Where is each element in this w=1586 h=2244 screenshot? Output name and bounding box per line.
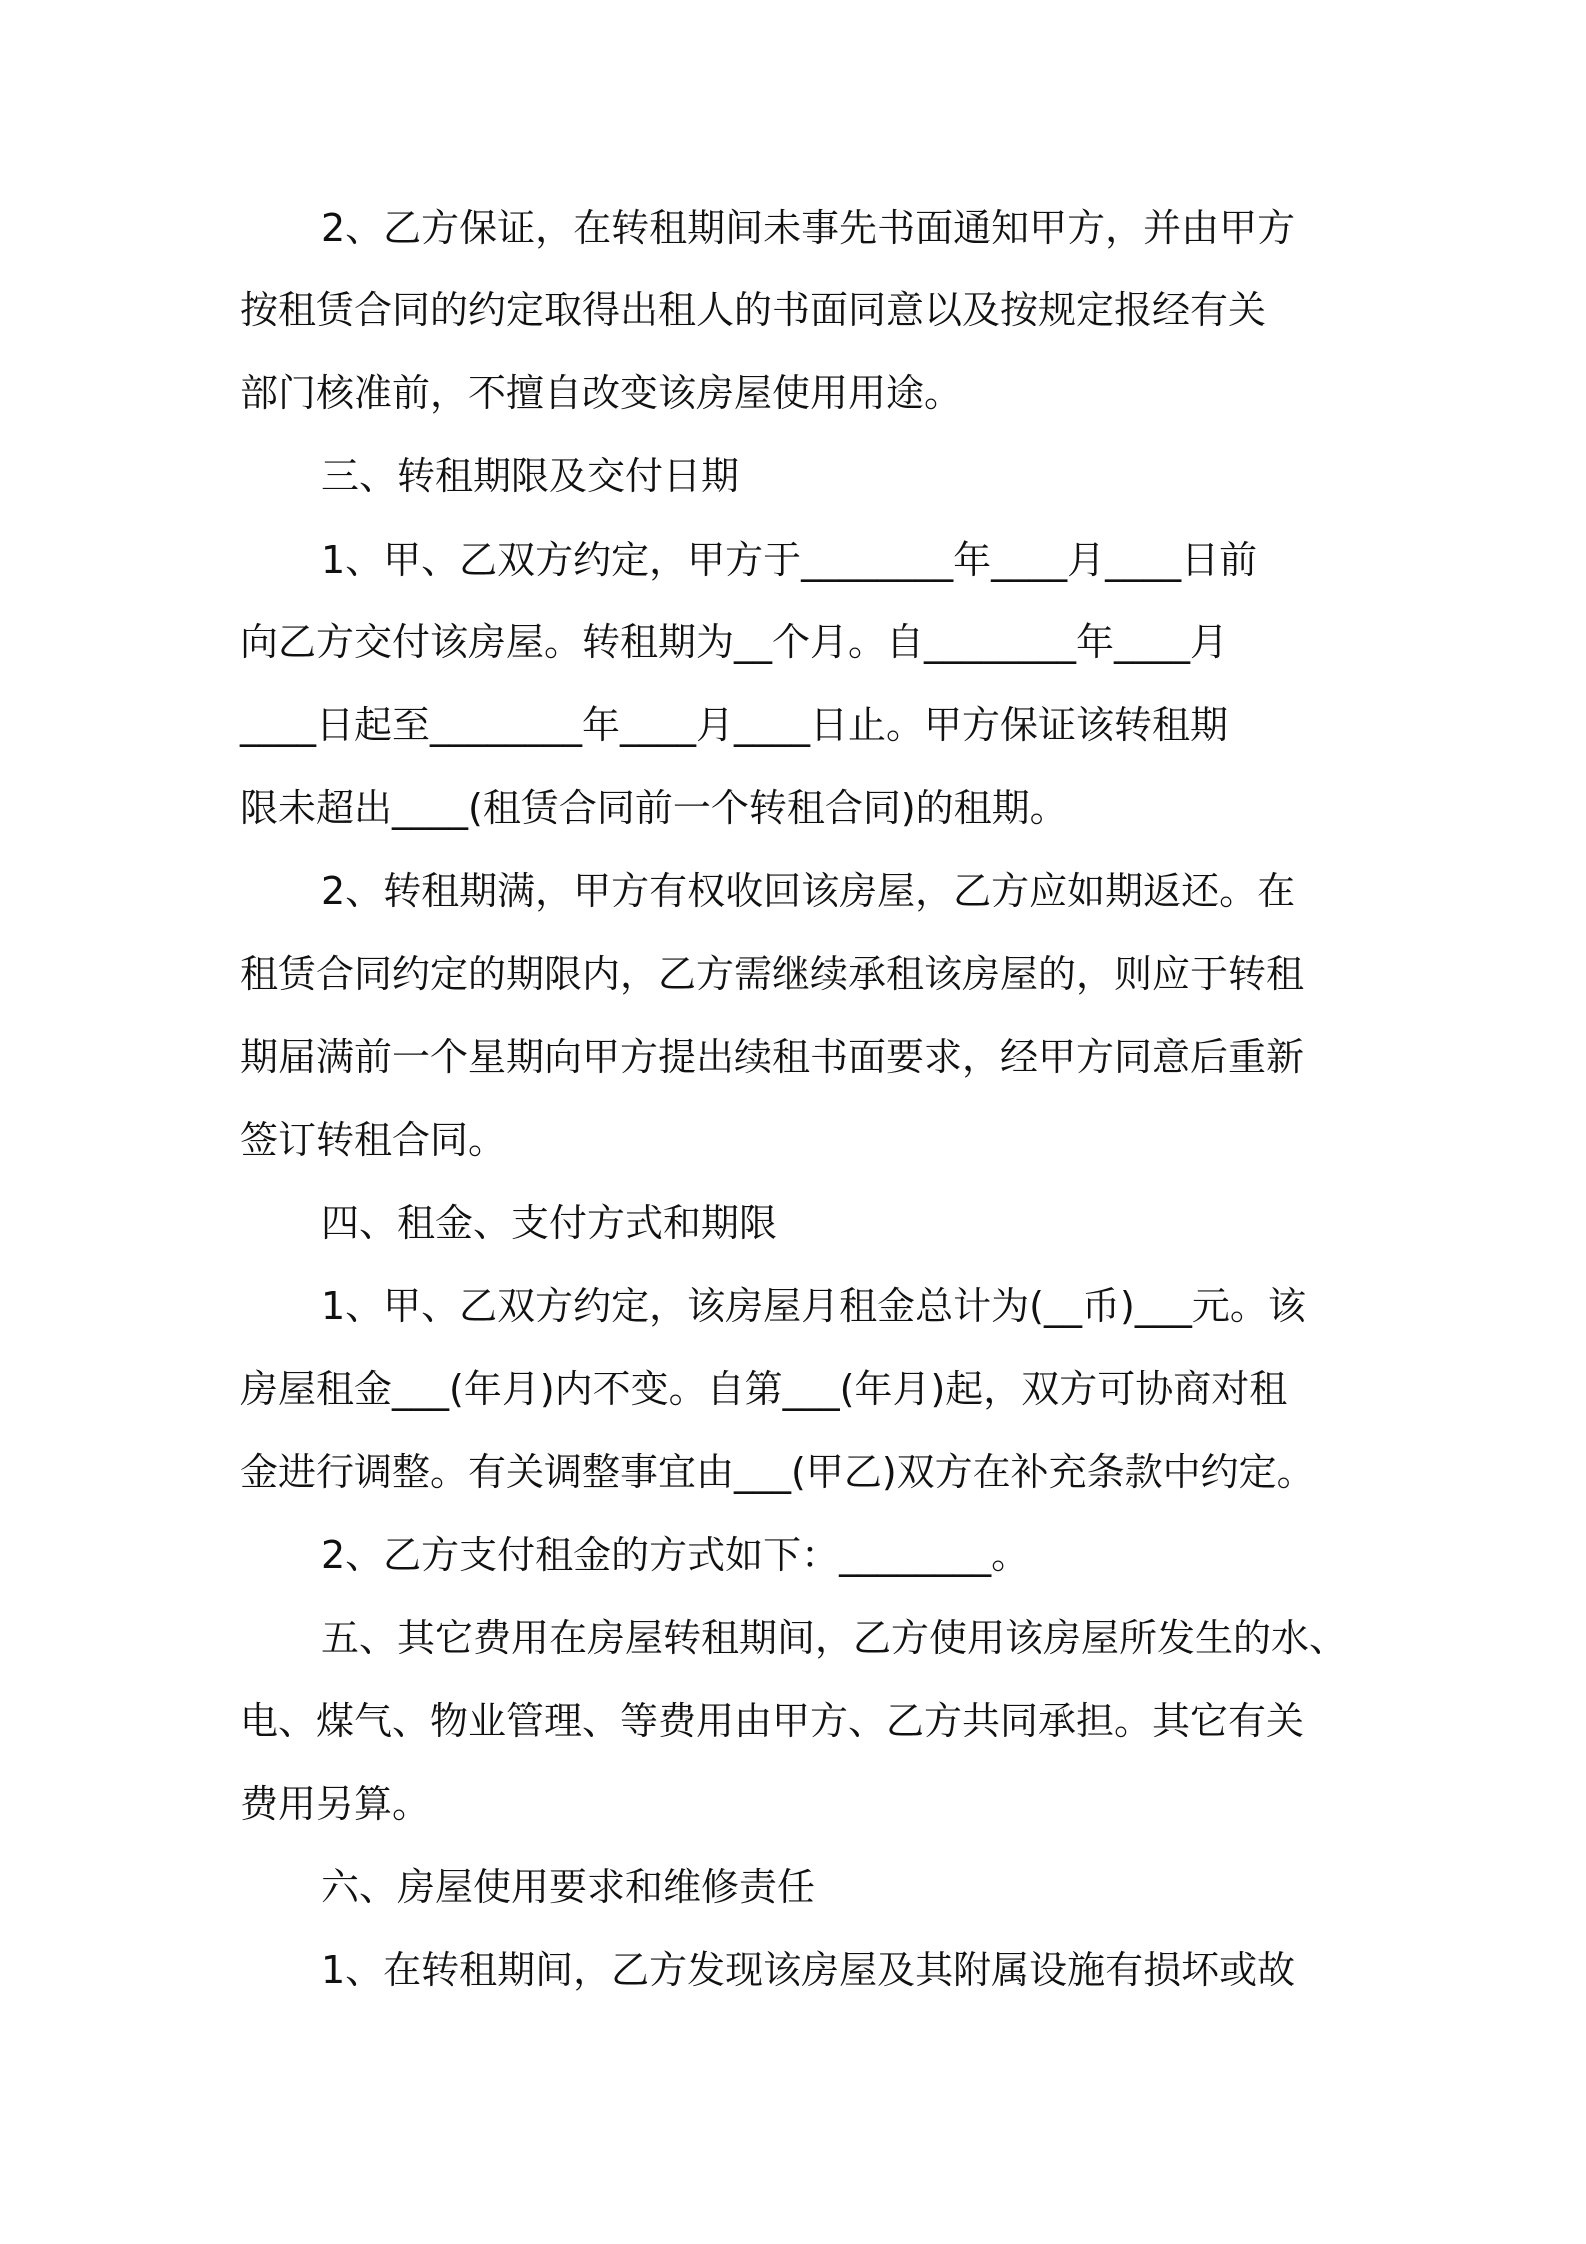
paragraph-line: 签订转租合同。 [240, 1118, 507, 1162]
paragraph-line: ____日起至________年____月____日止。甲方保证该转租期 [240, 703, 1229, 747]
paragraph-line: 按租赁合同的约定取得出租人的书面同意以及按规定报经有关 [240, 288, 1267, 332]
paragraph-line: 房屋租金___(年月)内不变。自第___(年月)起，双方可协商对租 [240, 1367, 1288, 1411]
paragraph-line: 向乙方交付该房屋。转租期为__个月。自________年____月 [240, 620, 1229, 664]
section-heading: 四、租金、支付方式和期限 [321, 1201, 778, 1245]
paragraph-line: 期届满前一个星期向甲方提出续租书面要求，经甲方同意后重新 [240, 1035, 1305, 1079]
paragraph-line: 1、在转租期间，乙方发现该房屋及其附属设施有损坏或故 [321, 1948, 1296, 1992]
paragraph-line: 租赁合同约定的期限内，乙方需继续承租该房屋的，则应于转租 [240, 952, 1305, 996]
paragraph-line: 1、甲、乙双方约定，该房屋月租金总计为(__币)___元。该 [321, 1284, 1306, 1328]
paragraph-line: 1、甲、乙双方约定，甲方于________年____月____日前 [321, 538, 1258, 582]
paragraph-line: 电、煤气、物业管理、等费用由甲方、乙方共同承担。其它有关 [240, 1699, 1305, 1743]
section-heading: 三、转租期限及交付日期 [321, 454, 740, 498]
paragraph-line: 部门核准前，不擅自改变该房屋使用用途。 [240, 371, 963, 415]
section-heading: 六、房屋使用要求和维修责任 [321, 1865, 816, 1909]
paragraph-line: 限未超出____(租赁合同前一个转租合同)的租期。 [240, 786, 1068, 830]
paragraph-line: 2、乙方支付租金的方式如下：________。 [321, 1533, 1030, 1577]
paragraph-line: 2、乙方保证，在转租期间未事先书面通知甲方，并由甲方 [321, 206, 1296, 250]
paragraph-line: 费用另算。 [240, 1782, 431, 1826]
paragraph-line: 2、转租期满，甲方有权收回该房屋，乙方应如期返还。在 [321, 869, 1296, 913]
paragraph-line: 五、其它费用在房屋转租期间，乙方使用该房屋所发生的水、 [321, 1616, 1348, 1660]
paragraph-line: 金进行调整。有关调整事宜由___(甲乙)双方在补充条款中约定。 [240, 1450, 1315, 1494]
